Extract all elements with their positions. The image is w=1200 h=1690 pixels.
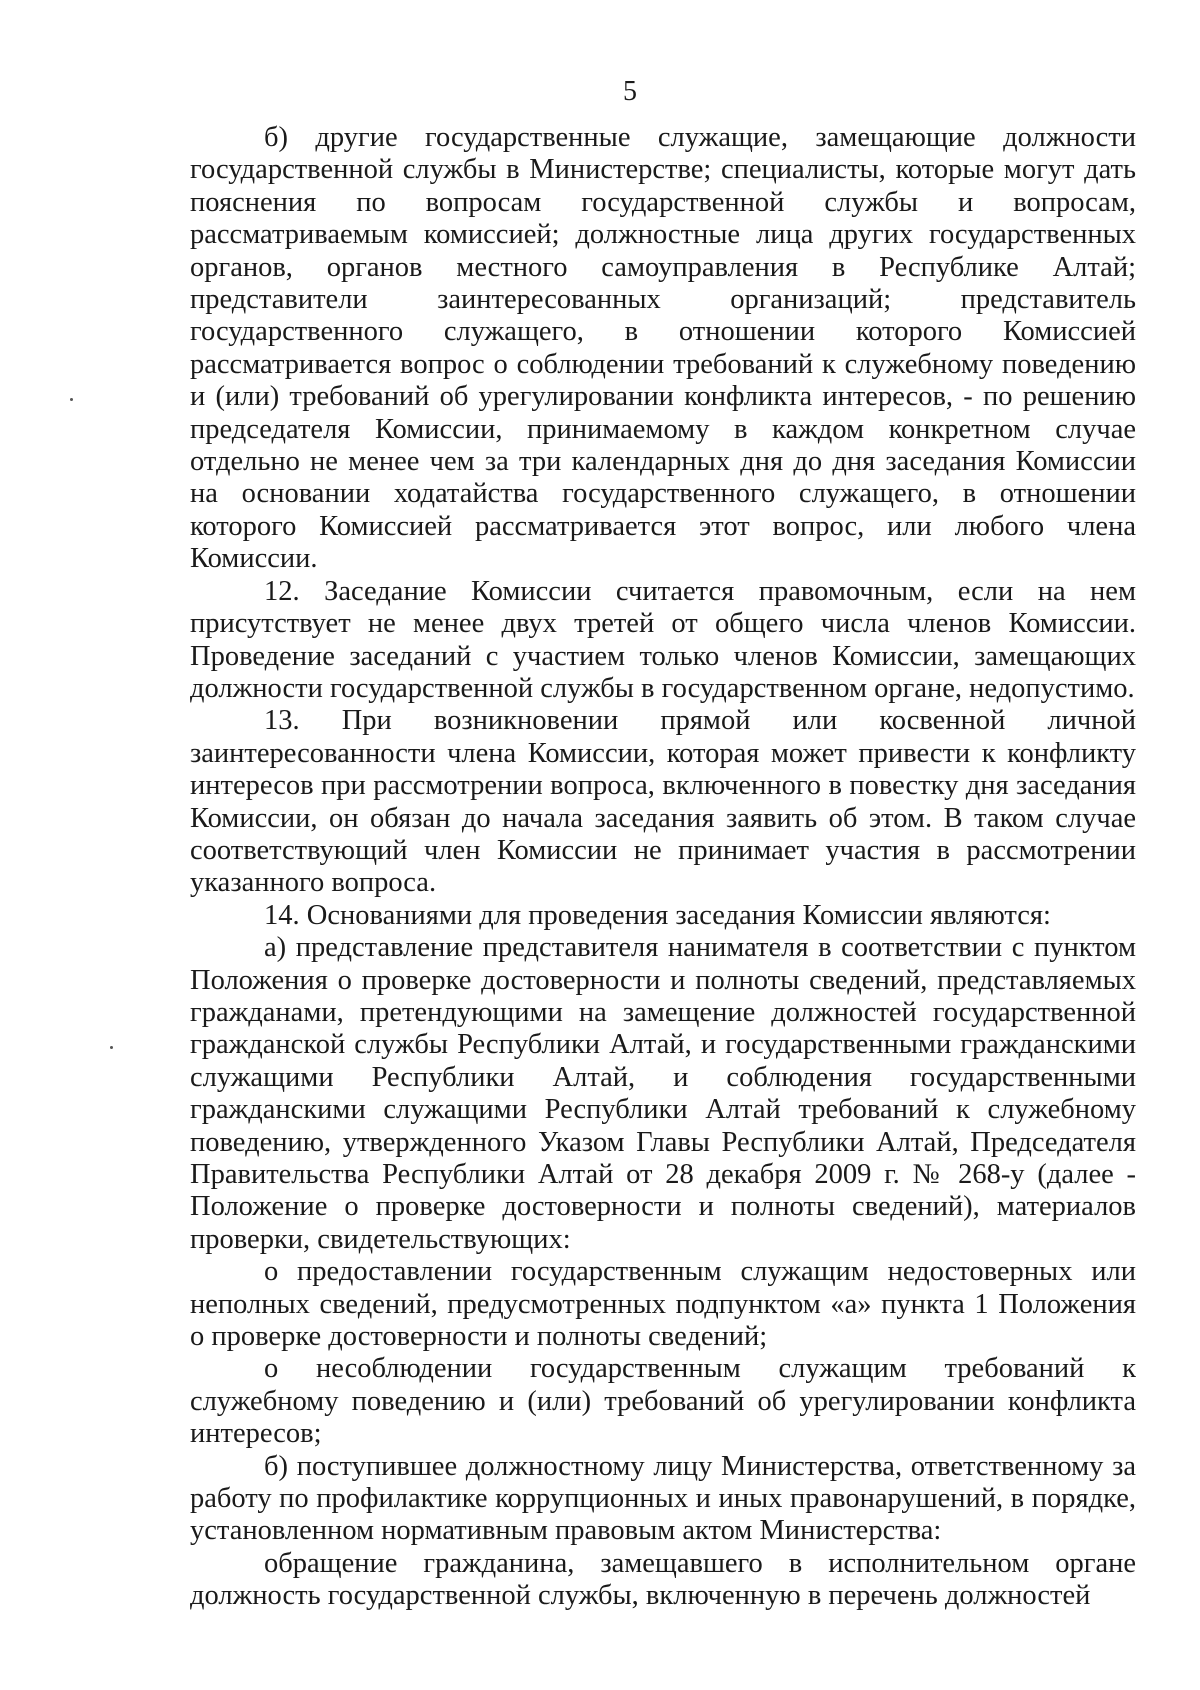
paragraph-14a-noncompliance: о несоблюдении государственным служащим требований к служебному поведению и (или) требований об урегулировании конфликта интересов; <box>190 1353 1136 1450</box>
document-body <box>190 122 1136 1613</box>
scan-speck <box>110 1046 113 1049</box>
paragraph-14a: а) представление представителя нанимателя в соответствии с пунктом Положения о проверке достоверности и полноты сведений, представляемых гражданами, претендующими на замещение должностей государственной гражданской службы Республики Алтай, и государственными гражданскими служащими Республики Алтай, и соблюдения государственными гражданскими служащими Республики Алтай требований к служебному поведению, утвержденного Указом Главы Республики Алтай, Председателя Правительства Республики Алтай от 28 декабря 2009 г. № 268-у (далее - Положение о проверке достоверности и полноты сведений), материалов проверки, свидетельствующих: <box>190 932 1136 1255</box>
paragraph-14-grounds: 14. Основаниями для проведения заседания Комиссии являются: <box>264 899 1051 931</box>
paragraph-12-quorum: 12. Заседание Комиссии считается правомочным, если на нем присутствует не менее двух третей от общего числа членов Комиссии. Проведение заседаний с участием только членов Комиссии, замещающих должности государственной службы в государственном органе, недопустимо. <box>190 575 1136 704</box>
paragraph-13-conflict: 13. При возникновении прямой или косвенной личной заинтересованности члена Комиссии, которая может привести к конфликту интересов при рассмотрении вопроса, включенного в повестку дня заседания Комиссии, он обязан до начала заседания заявить об этом. В таком случае соответствующий член Комиссии не принимает участия в рассмотрении указанного вопроса. <box>190 705 1136 899</box>
paragraph-invitees: б) другие государственные служащие, замещающие должности государственной службы в Министерстве; специалисты, которые могут дать пояснения по вопросам государственной службы и вопросам, рассматриваемым комиссией; должностные лица других государственных органов, органов местного самоуправления в Республике Алтай; представители заинтересованных организаций; представитель государственного служащего, в отношении которого Комиссией рассматривается вопрос о соблюдении требований к служебному поведению и (или) требований об урегулировании конфликта интересов, - по решению председателя Комиссии, принимаемому в каждом конкретном случае отдельно не менее чем за три календарных дня до дня заседания Комиссии на основании ходатайства государственного служащего, в отношении которого Комиссией рассматривается этот вопрос, или любого члена Комиссии. <box>190 122 1136 575</box>
paragraph-14b: б) поступившее должностному лицу Министерства, ответственному за работу по профилактике коррупционных и иных правонарушений, в порядке, установленном нормативным правовым актом Министерства: <box>190 1450 1136 1547</box>
page-number: 5 <box>623 76 637 107</box>
paragraph-14a-false-info: о предоставлении государственным служащим недостоверных или неполных сведений, предусмотренных подпунктом «а» пункта 1 Положения о проверке достоверности и полноты сведений; <box>190 1256 1136 1353</box>
paragraph-14b-appeal: обращение гражданина, замещавшего в исполнительном органе должность государственной службы, включенную в перечень должностей <box>190 1547 1136 1612</box>
scan-speck <box>70 398 73 401</box>
